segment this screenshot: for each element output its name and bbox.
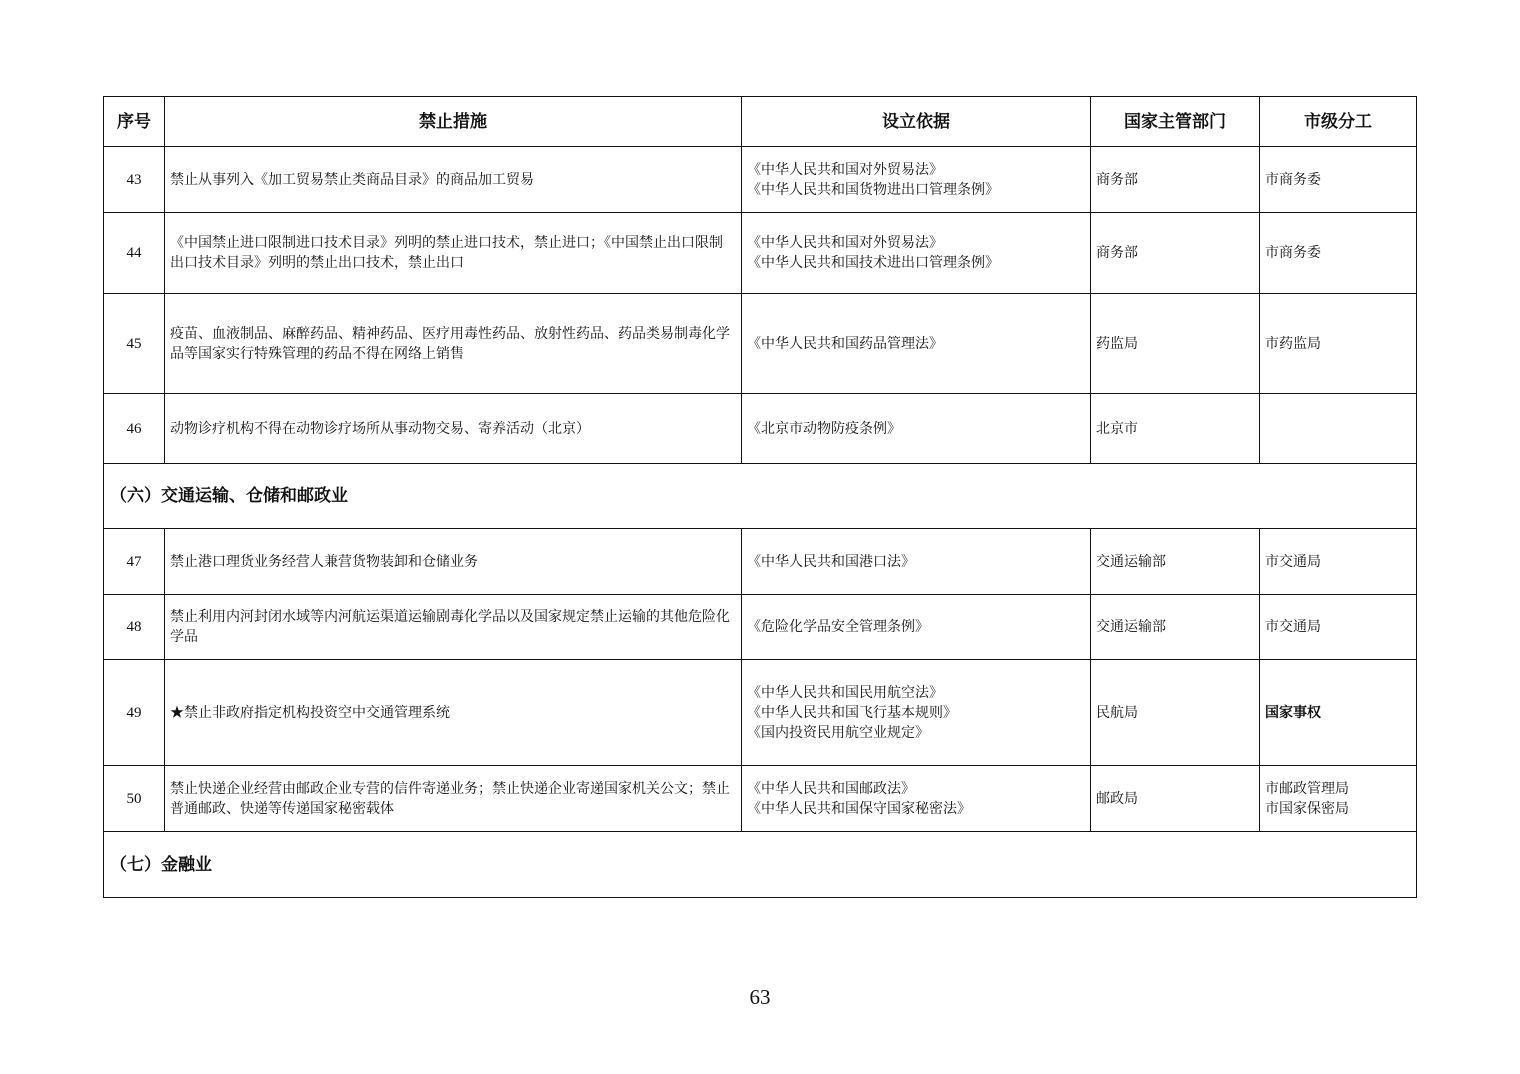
dept-cell: 民航局 bbox=[1091, 660, 1260, 766]
basis-cell: 《中华人民共和国民用航空法》 《中华人民共和国飞行基本规则》 《国内投资民用航空业规定》 bbox=[742, 660, 1091, 766]
regulation-table bbox=[103, 96, 1417, 898]
header-city-division: 市级分工 bbox=[1260, 97, 1417, 147]
page-number: 63 bbox=[749, 985, 771, 1009]
measure-cell: 《中国禁止进口限制进口技术目录》列明的禁止进口技术，禁止进口；《中国禁止出口限制出口技术目录》列明的禁止出口技术，禁止出口 bbox=[165, 213, 742, 294]
header-seq: 序号 bbox=[104, 97, 165, 147]
header-measure: 禁止措施 bbox=[165, 97, 742, 147]
dept-cell: 邮政局 bbox=[1091, 766, 1260, 832]
measure-cell: ★禁止非政府指定机构投资空中交通管理系统 bbox=[165, 660, 742, 766]
row-number: 44 bbox=[104, 213, 165, 294]
city-cell: 国家事权 bbox=[1260, 660, 1417, 766]
basis-cell: 《中华人民共和国对外贸易法》 《中华人民共和国货物进出口管理条例》 bbox=[742, 147, 1091, 213]
row-number: 49 bbox=[104, 660, 165, 766]
measure-cell: 动物诊疗机构不得在动物诊疗场所从事动物交易、寄养活动（北京） bbox=[165, 394, 742, 464]
row-number: 43 bbox=[104, 147, 165, 213]
city-cell bbox=[1260, 394, 1417, 464]
row-number: 47 bbox=[104, 529, 165, 595]
measure-cell: 禁止港口理货业务经营人兼营货物装卸和仓储业务 bbox=[165, 529, 742, 595]
basis-cell: 《危险化学品安全管理条例》 bbox=[742, 595, 1091, 660]
row-number: 46 bbox=[104, 394, 165, 464]
basis-cell: 《中华人民共和国港口法》 bbox=[742, 529, 1091, 595]
basis-cell: 《中华人民共和国对外贸易法》 《中华人民共和国技术进出口管理条例》 bbox=[742, 213, 1091, 294]
header-basis: 设立依据 bbox=[742, 97, 1091, 147]
measure-cell: 禁止快递企业经营由邮政企业专营的信件寄递业务；禁止快递企业寄递国家机关公文；禁止普通邮政、快递等传递国家秘密载体 bbox=[165, 766, 742, 832]
measure-cell: 禁止利用内河封闭水域等内河航运渠道运输剧毒化学品以及国家规定禁止运输的其他危险化学品 bbox=[165, 595, 742, 660]
table-row bbox=[104, 766, 1417, 832]
basis-cell: 《中华人民共和国药品管理法》 bbox=[742, 294, 1091, 394]
row-number: 50 bbox=[104, 766, 165, 832]
dept-cell: 交通运输部 bbox=[1091, 595, 1260, 660]
city-cell: 市邮政管理局 市国家保密局 bbox=[1260, 766, 1417, 832]
dept-cell: 商务部 bbox=[1091, 213, 1260, 294]
section-row bbox=[104, 464, 1417, 529]
table-row bbox=[104, 595, 1417, 660]
table-row bbox=[104, 660, 1417, 766]
table-row bbox=[104, 394, 1417, 464]
header-national-dept: 国家主管部门 bbox=[1091, 97, 1260, 147]
dept-cell: 交通运输部 bbox=[1091, 529, 1260, 595]
basis-cell: 《中华人民共和国邮政法》 《中华人民共和国保守国家秘密法》 bbox=[742, 766, 1091, 832]
row-number: 45 bbox=[104, 294, 165, 394]
city-cell: 市交通局 bbox=[1260, 529, 1417, 595]
city-cell: 市交通局 bbox=[1260, 595, 1417, 660]
dept-cell: 商务部 bbox=[1091, 147, 1260, 213]
table-row bbox=[104, 294, 1417, 394]
section-row bbox=[104, 832, 1417, 898]
city-cell: 市药监局 bbox=[1260, 294, 1417, 394]
measure-cell: 疫苗、血液制品、麻醉药品、精神药品、医疗用毒性药品、放射性药品、药品类易制毒化学品等国家实行特殊管理的药品不得在网络上销售 bbox=[165, 294, 742, 394]
section-heading-transport: （六）交通运输、仓储和邮政业 bbox=[104, 464, 1417, 529]
city-cell: 市商务委 bbox=[1260, 147, 1417, 213]
basis-cell: 《北京市动物防疫条例》 bbox=[742, 394, 1091, 464]
row-number: 48 bbox=[104, 595, 165, 660]
measure-cell: 禁止从事列入《加工贸易禁止类商品目录》的商品加工贸易 bbox=[165, 147, 742, 213]
table-row bbox=[104, 529, 1417, 595]
table-row bbox=[104, 213, 1417, 294]
section-heading-finance: （七）金融业 bbox=[104, 832, 1417, 898]
table-row bbox=[104, 147, 1417, 213]
dept-cell: 药监局 bbox=[1091, 294, 1260, 394]
city-cell: 市商务委 bbox=[1260, 213, 1417, 294]
dept-cell: 北京市 bbox=[1091, 394, 1260, 464]
table-header-row bbox=[104, 97, 1417, 147]
